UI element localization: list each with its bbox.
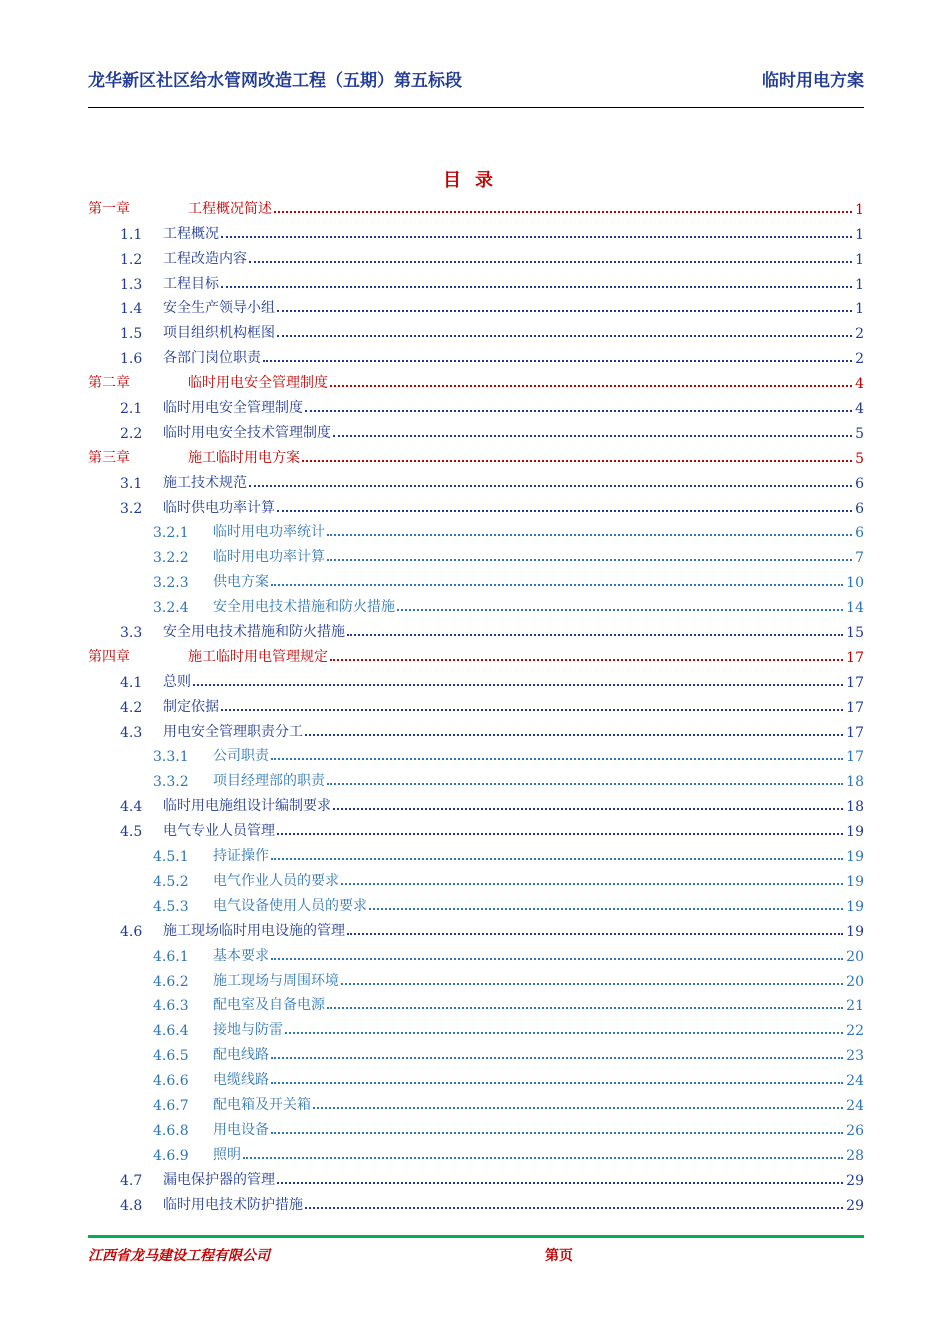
toc-entry-number: 2.1	[120, 401, 143, 418]
toc-entry-title: 各部门岗位职责	[163, 350, 261, 367]
toc-entry[interactable]	[88, 218, 864, 243]
toc-entry-number: 4.5	[120, 824, 143, 841]
toc-entry-title: 用电安全管理职责分工	[163, 723, 303, 740]
toc-entry-number: 1.4	[120, 301, 143, 318]
toc-entry-title: 施工临时用电方案	[188, 449, 300, 466]
toc-leader-dots	[330, 659, 843, 661]
toc-entry-title: 施工临时用电管理规定	[188, 648, 328, 665]
toc-entry-title: 项目组织机构框图	[163, 325, 275, 342]
toc-entry-title: 总则	[163, 673, 191, 690]
footer-divider	[88, 1235, 864, 1238]
toc-leader-dots	[341, 983, 843, 985]
toc-entry-page: 19	[846, 873, 864, 890]
toc-leader-dots	[221, 709, 843, 711]
toc-entry[interactable]	[88, 765, 864, 790]
toc-leader-dots	[305, 734, 843, 736]
toc-entry-number: 4.3	[120, 724, 143, 741]
toc-entry-title: 制定依据	[163, 698, 219, 715]
toc-entry-number: 4.6.3	[153, 998, 189, 1015]
toc-entry[interactable]	[88, 1189, 864, 1214]
toc-entry-title: 供电方案	[213, 574, 269, 591]
toc-entry-number: 3.3	[120, 625, 143, 642]
toc-entry[interactable]	[88, 417, 864, 442]
toc-entry-title: 安全用电技术措施和防火措施	[163, 624, 345, 641]
toc-leader-dots	[397, 609, 843, 611]
toc-entry-title: 公司职责	[213, 748, 269, 765]
toc-leader-dots	[277, 510, 852, 512]
toc-entry-number: 4.6.2	[153, 973, 189, 990]
page-header	[88, 66, 864, 94]
toc-leader-dots	[285, 1032, 843, 1034]
toc-entry[interactable]	[88, 591, 864, 616]
toc-entry-number: 4.8	[120, 1197, 143, 1214]
toc-entry-number: 4.6.8	[153, 1122, 189, 1139]
toc-leader-dots	[327, 559, 852, 561]
toc-leader-dots	[327, 534, 852, 536]
toc-entry[interactable]	[88, 342, 864, 367]
toc-leader-dots	[305, 410, 852, 412]
document-title: 临时用电方案	[762, 71, 864, 91]
toc-leader-dots	[193, 684, 843, 686]
toc-entry[interactable]	[88, 317, 864, 342]
toc-entry-title: 临时用电功率计算	[213, 549, 325, 566]
toc-entry-title: 施工现场临时用电设施的管理	[163, 922, 345, 939]
toc-entry-page: 1	[855, 301, 864, 318]
toc-entry[interactable]	[88, 367, 864, 392]
toc-entry-number: 3.2.3	[153, 575, 189, 592]
toc-leader-dots	[271, 1082, 843, 1084]
toc-entry-number: 第四章	[88, 648, 130, 665]
toc-entry[interactable]	[88, 541, 864, 566]
toc-entry-number: 4.6.1	[153, 948, 189, 965]
toc-leader-dots	[277, 833, 843, 835]
toc-entry-number: 第三章	[88, 449, 130, 466]
toc-entry[interactable]	[88, 293, 864, 318]
toc-leader-dots	[330, 385, 852, 387]
toc-leader-dots	[263, 360, 852, 362]
toc-entry-page: 7	[855, 550, 864, 567]
toc-entry-number: 4.7	[120, 1172, 143, 1189]
toc-entry[interactable]	[88, 243, 864, 268]
toc-entry-title: 持证操作	[213, 848, 269, 865]
toc-entry-page: 23	[846, 1048, 864, 1065]
toc-leader-dots	[333, 435, 852, 437]
project-title: 龙华新区社区给水管网改造工程（五期）第五标段	[88, 71, 462, 91]
toc-entry[interactable]	[88, 865, 864, 890]
toc-entry[interactable]	[88, 890, 864, 915]
toc-entry-page: 17	[846, 724, 864, 741]
toc-entry[interactable]	[88, 641, 864, 666]
toc-entry-page: 6	[855, 525, 864, 542]
toc-entry-page: 22	[846, 1023, 864, 1040]
toc-entry-page: 4	[855, 401, 864, 418]
toc-entry-page: 14	[846, 600, 864, 617]
toc-leader-dots	[327, 1007, 843, 1009]
header-divider	[88, 107, 864, 108]
toc-leader-dots	[271, 1057, 843, 1059]
toc-entry-number: 1.6	[120, 351, 143, 368]
toc-entry-number: 1.1	[120, 226, 143, 243]
toc-entry-page: 17	[846, 649, 864, 666]
toc-leader-dots	[271, 1132, 843, 1134]
toc-entry[interactable]	[88, 666, 864, 691]
toc-entry[interactable]	[88, 915, 864, 940]
toc-entry-page: 19	[846, 898, 864, 915]
toc-leader-dots	[347, 933, 843, 935]
toc-entry-page: 29	[846, 1197, 864, 1214]
toc-entry-number: 4.5.1	[153, 849, 189, 866]
toc-entry[interactable]	[88, 1039, 864, 1064]
toc-entry-page: 4	[855, 376, 864, 393]
toc-entry[interactable]	[88, 1139, 864, 1164]
toc-entry[interactable]	[88, 1089, 864, 1114]
toc-leader-dots	[277, 1182, 843, 1184]
toc-entry-title: 临时用电安全技术管理制度	[163, 424, 331, 441]
toc-entry-number: 1.2	[120, 251, 143, 268]
toc-entry-page: 20	[846, 948, 864, 965]
toc-leader-dots	[302, 460, 852, 462]
toc-leader-dots	[305, 1207, 843, 1209]
toc-entry-title: 安全生产领导小组	[163, 300, 275, 317]
toc-entry-number: 4.6.4	[153, 1023, 189, 1040]
toc-entry-title: 临时用电技术防护措施	[163, 1196, 303, 1213]
toc-entry[interactable]	[88, 815, 864, 840]
toc-entry-title: 临时供电功率计算	[163, 499, 275, 516]
toc-entry[interactable]	[88, 193, 864, 218]
toc-entry-title: 配电线路	[213, 1047, 269, 1064]
toc-entry-title: 电气作业人员的要求	[213, 872, 339, 889]
toc-entry[interactable]	[88, 940, 864, 965]
toc-entry[interactable]	[88, 1014, 864, 1039]
toc-entry-title: 工程概况	[163, 225, 219, 242]
toc-heading: 目录	[443, 170, 507, 191]
toc-entry-page: 6	[855, 500, 864, 517]
toc-entry-title: 照明	[213, 1146, 241, 1163]
toc-entry-number: 3.2.4	[153, 600, 189, 617]
toc-entry-page: 19	[846, 923, 864, 940]
toc-entry-page: 15	[846, 625, 864, 642]
toc-entry-number: 4.6.5	[153, 1048, 189, 1065]
toc-entry[interactable]	[88, 492, 864, 517]
toc-entry-title: 电气专业人员管理	[163, 823, 275, 840]
toc-entry-page: 19	[846, 824, 864, 841]
toc-entry-title: 配电箱及开关箱	[213, 1096, 311, 1113]
toc-entry[interactable]	[88, 566, 864, 591]
toc-leader-dots	[249, 485, 852, 487]
toc-entry-page: 2	[855, 351, 864, 368]
toc-entry-page: 21	[846, 998, 864, 1015]
toc-entry-page: 1	[855, 251, 864, 268]
toc-entry-page: 20	[846, 973, 864, 990]
toc-entry-page: 18	[846, 799, 864, 816]
toc-entry[interactable]	[88, 790, 864, 815]
toc-entry-page: 10	[846, 575, 864, 592]
toc-entry-number: 3.2.1	[153, 525, 189, 542]
toc-leader-dots	[221, 236, 852, 238]
toc-entry-page: 17	[846, 674, 864, 691]
toc-entry[interactable]	[88, 990, 864, 1015]
toc-leader-dots	[274, 211, 852, 213]
toc-entry-title: 工程改造内容	[163, 250, 247, 267]
toc-entry-title: 电缆线路	[213, 1072, 269, 1089]
toc-entry[interactable]	[88, 1164, 864, 1189]
toc-entry-page: 1	[855, 226, 864, 243]
toc-leader-dots	[347, 634, 843, 636]
toc-leader-dots	[271, 584, 843, 586]
toc-entry-page: 26	[846, 1122, 864, 1139]
toc-entry-page: 1	[855, 276, 864, 293]
toc-entry[interactable]	[88, 1064, 864, 1089]
toc-entry[interactable]	[88, 741, 864, 766]
toc-leader-dots	[271, 758, 843, 760]
toc-entry-page: 24	[846, 1097, 864, 1114]
toc-entry-page: 1	[855, 201, 864, 218]
footer-page-label: 第页	[545, 1248, 573, 1264]
toc-entry-page: 19	[846, 849, 864, 866]
toc-leader-dots	[333, 808, 843, 810]
toc-entry-number: 4.5.2	[153, 873, 189, 890]
toc-entry-page: 5	[855, 425, 864, 442]
toc-entry-title: 临时用电功率统计	[213, 524, 325, 541]
toc-entry-page: 2	[855, 326, 864, 343]
toc-entry-title: 安全用电技术措施和防火措施	[213, 599, 395, 616]
toc-entry-number: 4.2	[120, 699, 143, 716]
toc-entry-title: 电气设备使用人员的要求	[213, 897, 367, 914]
toc-entry-page: 6	[855, 475, 864, 492]
toc-entry-number: 3.1	[120, 475, 143, 492]
toc-entry[interactable]	[88, 716, 864, 741]
toc-entry-number: 4.6.6	[153, 1073, 189, 1090]
toc-entry[interactable]	[88, 392, 864, 417]
toc-entry-number: 4.6.9	[153, 1147, 189, 1164]
toc-entry-page: 17	[846, 699, 864, 716]
toc-entry-title: 工程概况简述	[188, 200, 272, 217]
toc-entry-number: 3.3.2	[153, 774, 189, 791]
toc-entry-page: 17	[846, 749, 864, 766]
toc-entry-title: 项目经理部的职责	[213, 773, 325, 790]
toc-entry-page: 29	[846, 1172, 864, 1189]
toc-entry-number: 3.2	[120, 500, 143, 517]
toc-leader-dots	[313, 1107, 843, 1109]
toc-entry-number: 3.3.1	[153, 749, 189, 766]
toc-entry[interactable]	[88, 965, 864, 990]
toc-leader-dots	[249, 261, 852, 263]
toc-leader-dots	[277, 335, 852, 337]
toc-entry-number: 1.5	[120, 326, 143, 343]
toc-entry-title: 漏电保护器的管理	[163, 1171, 275, 1188]
toc-entry-title: 施工技术规范	[163, 474, 247, 491]
toc-entry-title: 临时用电安全管理制度	[163, 400, 303, 417]
toc-entry-number: 2.2	[120, 425, 143, 442]
toc-entry-number: 4.1	[120, 674, 143, 691]
toc-entry-title: 接地与防雷	[213, 1022, 283, 1039]
toc-leader-dots	[271, 958, 843, 960]
toc-leader-dots	[277, 310, 852, 312]
toc-entry-title: 临时用电施组设计编制要求	[163, 798, 331, 815]
toc-entry-number: 第二章	[88, 375, 130, 392]
toc-leader-dots	[327, 783, 843, 785]
toc-entry-page: 24	[846, 1073, 864, 1090]
toc-entry-page: 18	[846, 774, 864, 791]
toc-entry-title: 工程目标	[163, 275, 219, 292]
table-of-contents	[88, 193, 864, 1214]
toc-leader-dots	[271, 858, 843, 860]
toc-entry-title: 施工现场与周围环境	[213, 972, 339, 989]
toc-entry[interactable]	[88, 691, 864, 716]
toc-entry-title: 临时用电安全管理制度	[188, 375, 328, 392]
toc-leader-dots	[369, 908, 843, 910]
toc-entry[interactable]	[88, 268, 864, 293]
toc-leader-dots	[221, 286, 852, 288]
toc-entry-number: 4.5.3	[153, 898, 189, 915]
toc-entry[interactable]	[88, 517, 864, 542]
toc-entry-number: 3.2.2	[153, 550, 189, 567]
toc-entry-title: 基本要求	[213, 947, 269, 964]
toc-entry-number: 1.3	[120, 276, 143, 293]
toc-entry-page: 28	[846, 1147, 864, 1164]
toc-entry[interactable]	[88, 467, 864, 492]
toc-entry[interactable]	[88, 442, 864, 467]
footer-company: 江西省龙马建设工程有限公司	[88, 1248, 270, 1264]
toc-entry-number: 4.4	[120, 799, 143, 816]
toc-entry-number: 第一章	[88, 200, 130, 217]
toc-entry-title: 配电室及自备电源	[213, 997, 325, 1014]
toc-entry[interactable]	[88, 616, 864, 641]
toc-entry-number: 4.6.7	[153, 1097, 189, 1114]
toc-leader-dots	[243, 1157, 843, 1159]
toc-entry-number: 4.6	[120, 923, 143, 940]
toc-entry[interactable]	[88, 840, 864, 865]
toc-entry-page: 5	[855, 450, 864, 467]
toc-leader-dots	[341, 883, 843, 885]
toc-entry-title: 用电设备	[213, 1121, 269, 1138]
toc-entry[interactable]	[88, 1114, 864, 1139]
